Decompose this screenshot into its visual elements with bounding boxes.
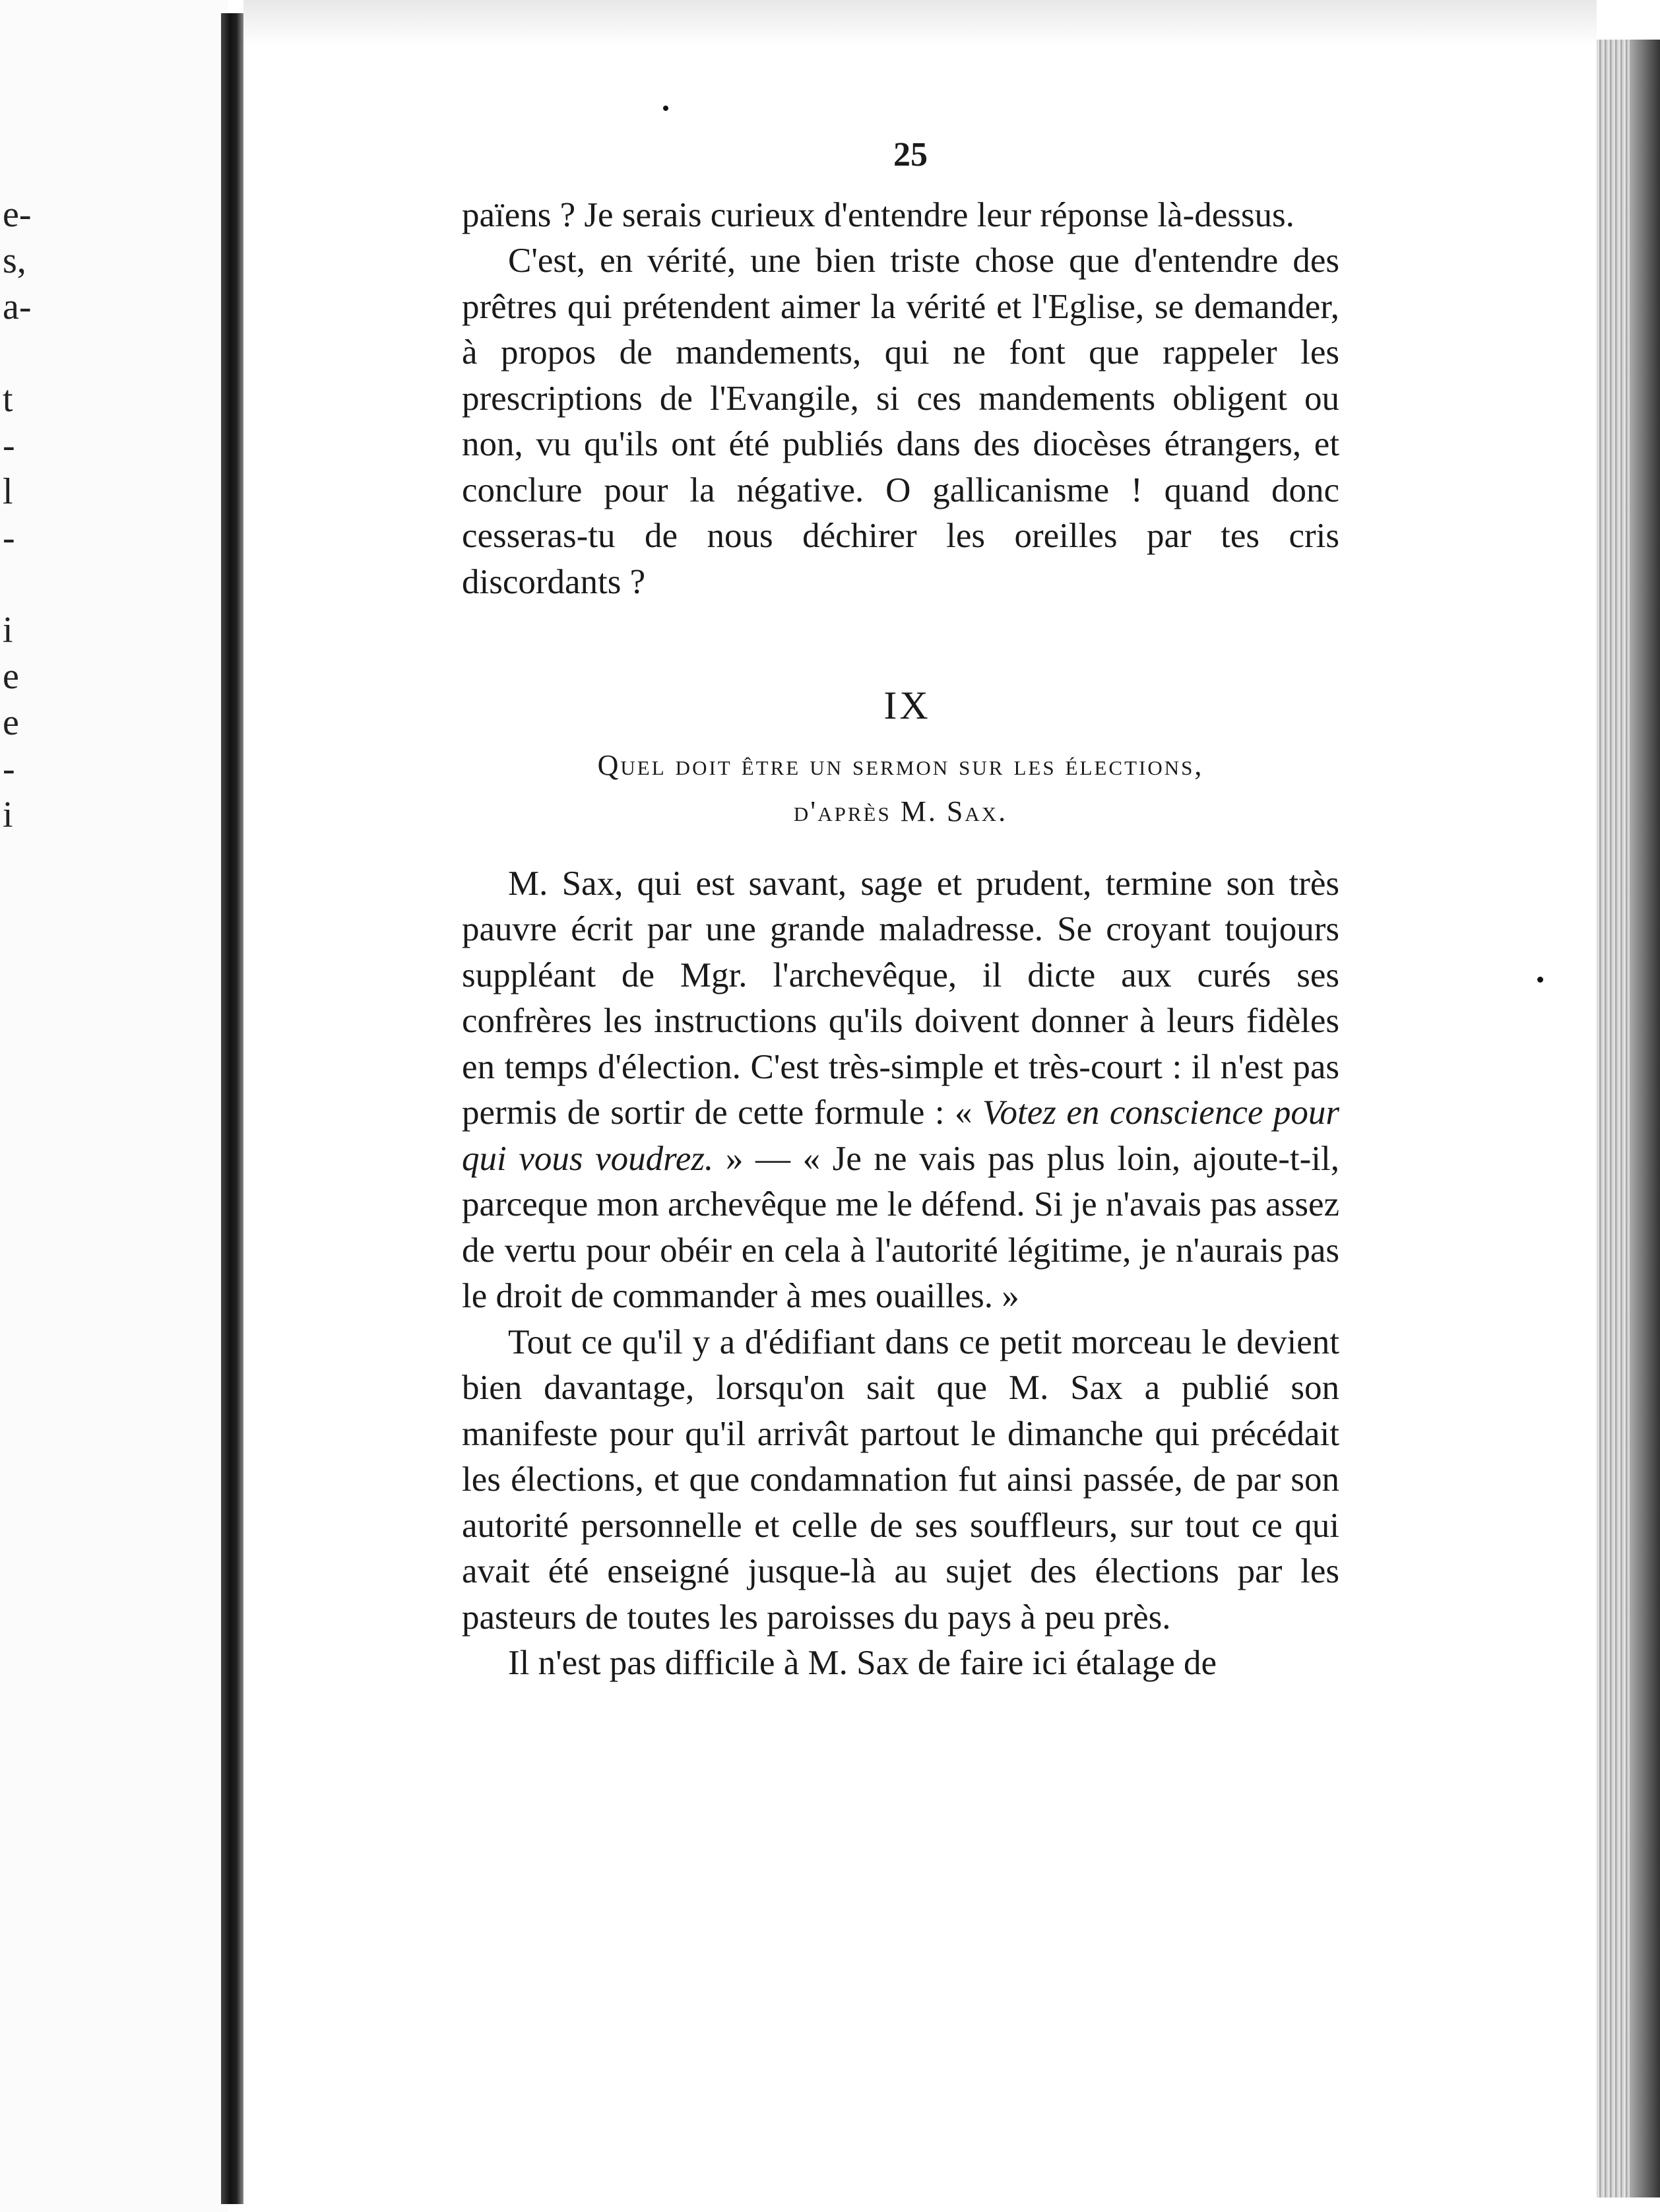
book-gutter [221, 13, 243, 2204]
facing-page-edge [0, 0, 228, 2212]
paragraph-text: M. Sax, qui est savant, sage et prudent, termine son très pauvre écrit par une grande maladresse. Se croyant toujours suppléant de Mgr. l'archevêque, il dicte aux curés ses confrères les instructions qu'ils doivent donner à leurs fidèles en temps d'élection. C'est très-simple et très-court : il n'est pas permis de sortir de cette formule : « [462, 864, 1339, 1132]
fragment: a- [3, 286, 32, 327]
paragraph [462, 861, 1339, 1320]
fragment: - [3, 517, 15, 558]
fragment: i [3, 610, 13, 651]
quoted-formula: Votez en conscience pour qui vous voudrez. [462, 1093, 1339, 1178]
section-title-line: d'après M. Sax. [793, 795, 1008, 828]
paragraph: Tout ce qu'il y a d'édifiant dans ce petit morceau le devient bien davantage, lorsqu'on sait que M. Sax a publié son manifeste pour qu'il arrivât partout le dimanche qui précédait les élections, et que condamnation fut ainsi passée, de par son autorité personnelle et celle de ses souffleurs, sur tout ce qui avait été enseigné jusque-là au sujet des élections par les pasteurs de toutes les paroisses du pays à peu près. [462, 1322, 1339, 1637]
fragment: t [3, 379, 13, 420]
fragment: e [3, 702, 19, 743]
ink-speck [663, 106, 668, 111]
page-top-shadow [243, 0, 1597, 46]
paragraph: C'est, en vérité, une bien triste chose que d'entendre des prêtres qui prétendent aimer la vérité et l'Eglise, se demander, à propos de mandements, qui ne font que rappeler les prescriptions de l'Evangile, si ces mandements obligent ou non, vu qu'ils ont été publiés dans des diocèses étrangers, et conclure pour la négative. O gallicanisme ! quand donc cesseras-tu de nous déchirer les oreilles par tes cris discordants ? [462, 242, 1339, 601]
fragment: - [3, 748, 15, 789]
fragment: i [3, 795, 13, 835]
facing-page-fragments [3, 191, 32, 838]
paragraph: païens ? Je serais curieux d'entendre leur réponse là-dessus. [462, 195, 1294, 234]
paragraph: Il n'est pas difficile à M. Sax de faire ici étalage de [508, 1644, 1217, 1682]
fragment [3, 330, 29, 376]
fragment: l [3, 471, 13, 512]
fragment: s, [3, 240, 26, 281]
page-stack-shadow [1630, 40, 1660, 2197]
fragment: - [3, 425, 15, 466]
fragment [3, 561, 29, 607]
page-number: 25 [893, 136, 928, 174]
fragment: e- [3, 194, 32, 235]
section-title [462, 742, 1339, 835]
fragment: e [3, 656, 19, 697]
section-title-line: Quel doit être un sermon sur les élections, [597, 748, 1204, 781]
section-number: IX [883, 684, 931, 727]
paragraph-text: » — « Je ne vais pas plus loin, ajoute-t-il, parceque mon archevêque me le défend. Si je n'avais pas assez de vertu pour obéir en cela à l'autorité légitime, je n'aurais pas le droit de commander à mes ouailles. » [462, 1139, 1339, 1315]
ink-speck [1537, 977, 1543, 983]
page-text [462, 132, 1339, 1687]
